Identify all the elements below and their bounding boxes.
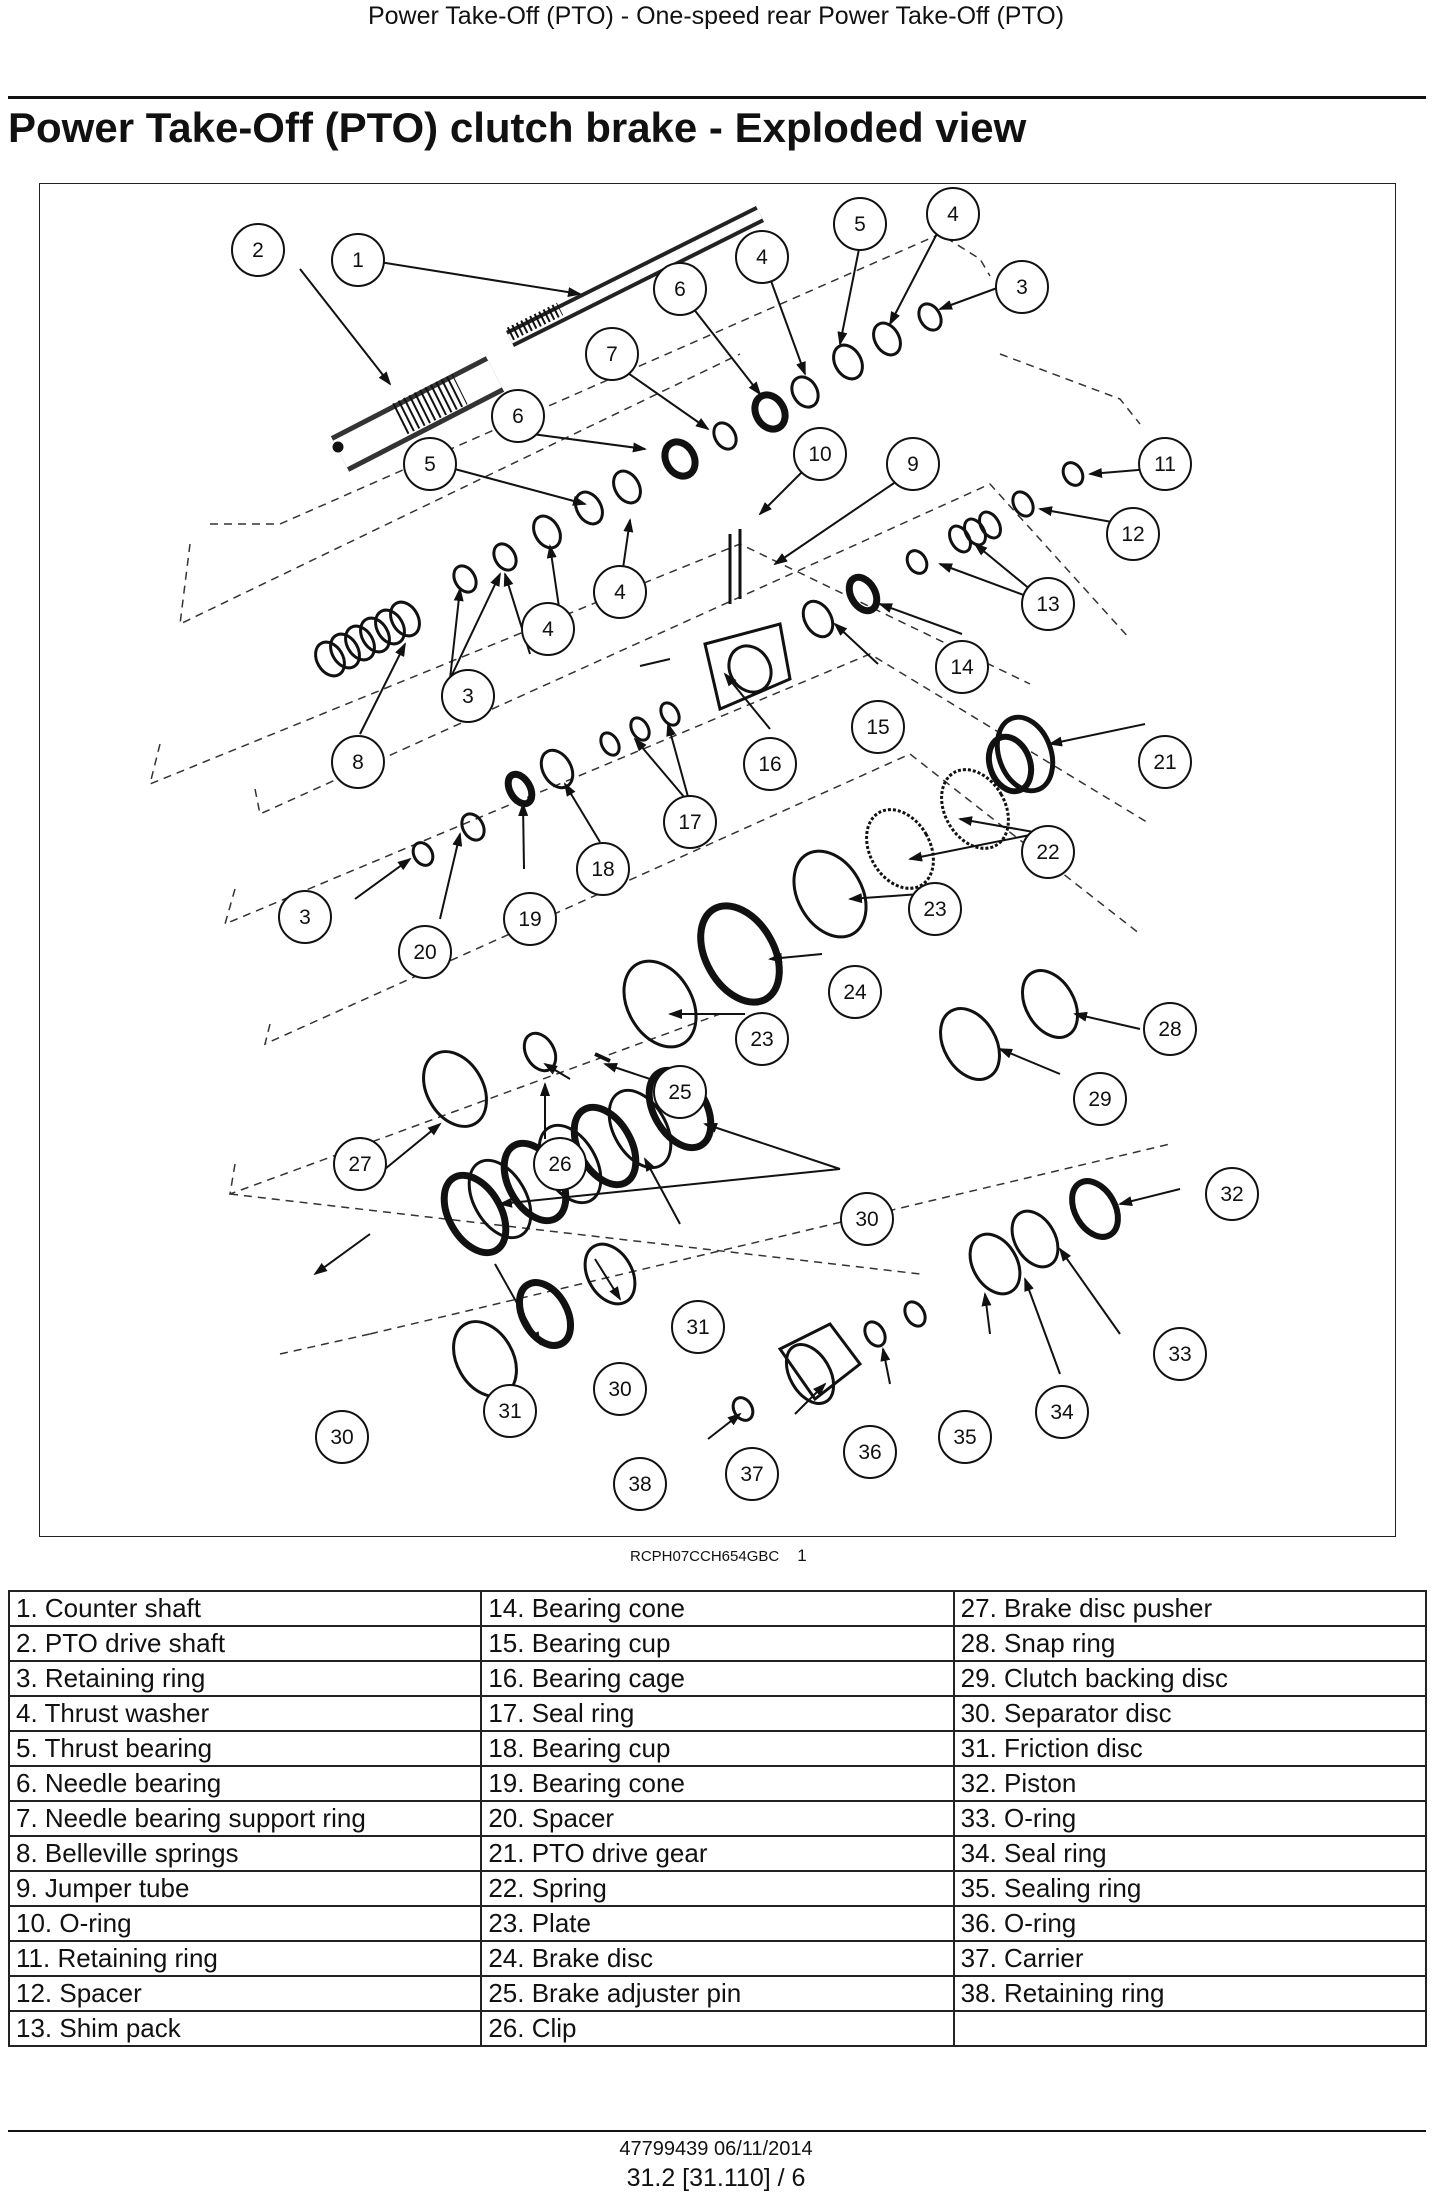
callout-number: 21 (1153, 751, 1177, 774)
legend-cell: 16. Bearing cage (481, 1661, 953, 1696)
figure-reference (630, 1546, 807, 1566)
legend-cell: 10. O-ring (9, 1906, 481, 1941)
document-id: 47799439 06/11/2014 (619, 2138, 813, 2160)
callout-number: 1 (352, 249, 364, 272)
callout-number: 2 (252, 239, 264, 262)
callout-number: 35 (953, 1426, 977, 1449)
callout-number: 25 (668, 1081, 692, 1104)
legend-cell: 31. Friction disc (954, 1731, 1426, 1766)
callout-number: 24 (843, 981, 867, 1004)
footer-rule (8, 2130, 1426, 2132)
legend-row (9, 1731, 1426, 1766)
legend-cell: 35. Sealing ring (954, 1871, 1426, 1906)
callout-number: 32 (1220, 1183, 1244, 1206)
legend-cell (954, 2011, 1426, 2046)
callout-number: 30 (608, 1378, 632, 1401)
callout-number: 5 (424, 453, 436, 476)
callout-number: 9 (907, 453, 919, 476)
legend-cell: 21. PTO drive gear (481, 1836, 953, 1871)
part-drawings (310, 214, 1128, 1424)
callout-number: 12 (1121, 523, 1145, 546)
legend-cell: 19. Bearing cone (481, 1766, 953, 1801)
legend-row (9, 2011, 1426, 2046)
legend-cell: 1. Counter shaft (9, 1591, 481, 1626)
legend-row (9, 1801, 1426, 1836)
callout-number: 8 (352, 751, 364, 774)
callout-labels (252, 203, 1244, 1496)
legend-cell: 18. Bearing cup (481, 1731, 953, 1766)
callout-number: 38 (628, 1473, 652, 1496)
callout-number: 3 (462, 685, 474, 708)
legend-cell: 30. Separator disc (954, 1696, 1426, 1731)
callout-number: 31 (498, 1400, 522, 1423)
legend-cell: 8. Belleville springs (9, 1836, 481, 1871)
callout-number: 6 (674, 278, 686, 301)
callout-number: 27 (348, 1153, 372, 1176)
legend-cell: 12. Spacer (9, 1976, 481, 2011)
parts-legend-table (8, 1590, 1427, 2047)
callout-number: 36 (858, 1441, 882, 1464)
legend-cell: 37. Carrier (954, 1941, 1426, 1976)
callout-number: 7 (606, 343, 618, 366)
legend-cell: 5. Thrust bearing (9, 1731, 481, 1766)
header-rule (8, 96, 1426, 99)
legend-cell: 38. Retaining ring (954, 1976, 1426, 2011)
callout-number: 20 (413, 941, 437, 964)
callout-number: 33 (1168, 1343, 1192, 1366)
legend-cell: 26. Clip (481, 2011, 953, 2046)
legend-row (9, 1766, 1426, 1801)
callout-number: 4 (614, 581, 626, 604)
callout-number: 29 (1088, 1088, 1112, 1111)
callout-number: 13 (1036, 593, 1060, 616)
legend-row (9, 1591, 1426, 1626)
legend-cell: 28. Snap ring (954, 1626, 1426, 1661)
callout-number: 28 (1158, 1018, 1182, 1041)
callout-number: 26 (548, 1153, 572, 1176)
figure-code: RCPH07CCH654GBC (630, 1548, 780, 1565)
callout-number: 6 (512, 405, 524, 428)
callout-number: 31 (686, 1316, 710, 1339)
callout-number: 11 (1154, 453, 1176, 476)
legend-row (9, 1661, 1426, 1696)
callout-number: 10 (808, 443, 832, 466)
callout-number: 15 (866, 716, 890, 739)
legend-cell: 20. Spacer (481, 1801, 953, 1836)
legend-cell: 14. Bearing cone (481, 1591, 953, 1626)
legend-cell: 29. Clutch backing disc (954, 1661, 1426, 1696)
legend-row (9, 1976, 1426, 2011)
legend-cell: 4. Thrust washer (9, 1696, 481, 1731)
parts-legend-body (9, 1591, 1426, 2046)
callout-number: 3 (1016, 276, 1028, 299)
legend-row (9, 1626, 1426, 1661)
legend-row (9, 1871, 1426, 1906)
legend-cell: 23. Plate (481, 1906, 953, 1941)
page-reference: 31.2 [31.110] / 6 (626, 2164, 806, 2192)
exploded-view-figure (39, 183, 1396, 1537)
callout-number: 37 (740, 1463, 764, 1486)
legend-cell: 34. Seal ring (954, 1836, 1426, 1871)
legend-cell: 25. Brake adjuster pin (481, 1976, 953, 2011)
legend-cell: 9. Jumper tube (9, 1871, 481, 1906)
legend-row (9, 1696, 1426, 1731)
callout-number: 5 (854, 213, 866, 236)
callout-number: 16 (758, 753, 782, 776)
legend-row (9, 1906, 1426, 1941)
legend-cell: 15. Bearing cup (481, 1626, 953, 1661)
callout-number: 23 (750, 1028, 774, 1051)
legend-cell: 36. O-ring (954, 1906, 1426, 1941)
legend-cell: 11. Retaining ring (9, 1941, 481, 1976)
callout-number: 4 (542, 618, 554, 641)
legend-cell: 3. Retaining ring (9, 1661, 481, 1696)
page-title: Power Take-Off (PTO) clutch brake - Exploded view (8, 104, 1027, 151)
callout-number: 4 (947, 203, 959, 226)
legend-cell: 27. Brake disc pusher (954, 1591, 1426, 1626)
callout-number: 22 (1036, 841, 1060, 864)
callout-number: 17 (678, 811, 702, 834)
legend-cell: 17. Seal ring (481, 1696, 953, 1731)
running-header: Power Take-Off (PTO) - One-speed rear Power Take-Off (PTO) (367, 2, 1065, 30)
legend-cell: 24. Brake disc (481, 1941, 953, 1976)
callout-number: 3 (299, 906, 311, 929)
legend-row (9, 1941, 1426, 1976)
legend-cell: 7. Needle bearing support ring (9, 1801, 481, 1836)
callout-number: 14 (950, 656, 974, 679)
callout-number: 30 (330, 1426, 354, 1449)
exploded-view-drawing (40, 184, 1395, 1536)
legend-cell: 32. Piston (954, 1766, 1426, 1801)
legend-row (9, 1836, 1426, 1871)
legend-cell: 6. Needle bearing (9, 1766, 481, 1801)
figure-number: 1 (797, 1546, 807, 1565)
legend-cell: 13. Shim pack (9, 2011, 481, 2046)
callout-number: 4 (756, 246, 768, 269)
callout-number: 30 (855, 1208, 879, 1231)
callout-number: 19 (518, 908, 542, 931)
callout-number: 34 (1050, 1401, 1074, 1424)
callout-number: 18 (591, 858, 615, 881)
legend-cell: 2. PTO drive shaft (9, 1626, 481, 1661)
legend-cell: 33. O-ring (954, 1801, 1426, 1836)
callout-number: 23 (923, 898, 947, 921)
legend-cell: 22. Spring (481, 1871, 953, 1906)
